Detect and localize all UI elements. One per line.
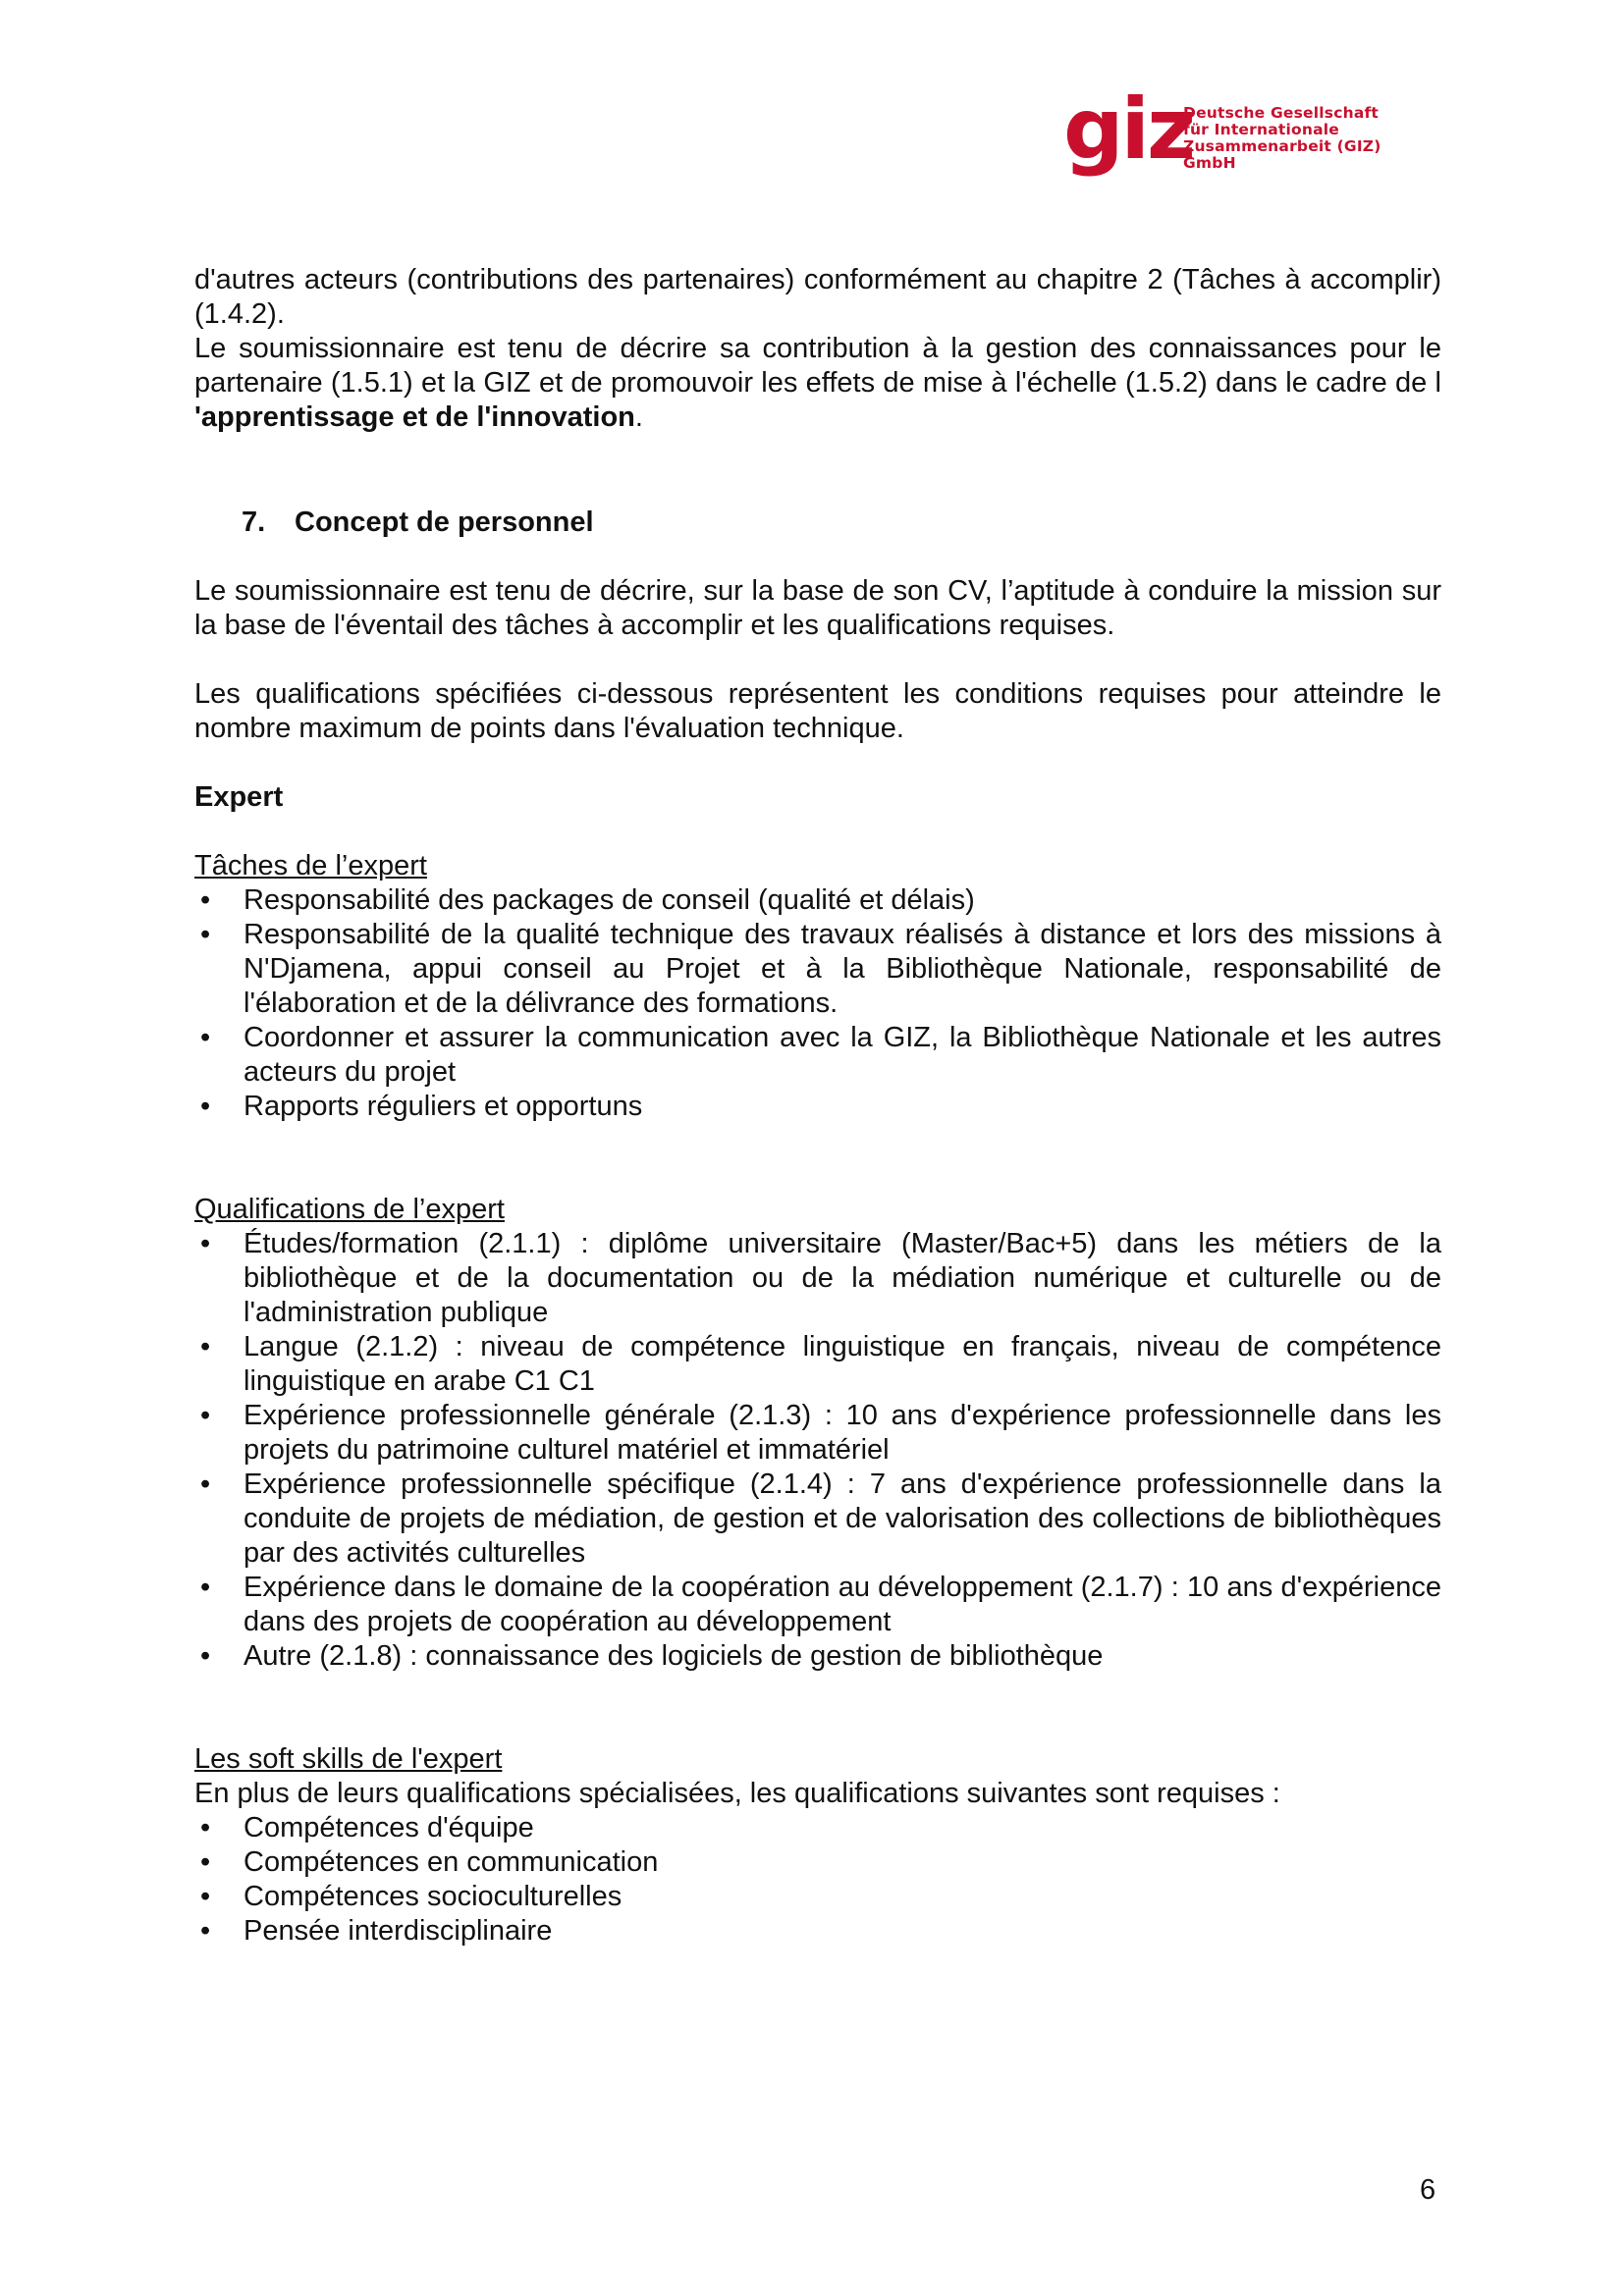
soft-skills-intro: En plus de leurs qualifications spécialisées, les qualifications suivantes sont requises : bbox=[194, 1778, 1280, 1809]
list-item: • Expérience professionnelle générale (2.1.3) : 10 ans d'expérience professionnelle dans les projets du patrimoine culturel matériel et immatériel bbox=[200, 1400, 1441, 1466]
bullet-icon: • bbox=[200, 1228, 211, 1259]
bullet-icon: • bbox=[200, 1331, 211, 1362]
qualifications-title: Qualifications de l’expert bbox=[194, 1194, 505, 1225]
list-item: • Pensée interdisciplinaire bbox=[200, 1915, 553, 1947]
list-item: • Expérience professionnelle spécifique (2.1.4) : 7 ans d'expérience professionnelle dans la conduite de projets de médiation, de gestion et de valorisation des collections de bibliothèques par des activités culturelles bbox=[200, 1468, 1441, 1569]
section-heading bbox=[194, 506, 1441, 540]
section-paragraph-2: Les qualifications spécifiées ci-dessous représentent les conditions requises pour atteindre le nombre maximum de points dans l'évaluation technique. bbox=[194, 678, 1441, 744]
intro-paragraph-1: d'autres acteurs (contributions des partenaires) conformément au chapitre 2 (Tâches à accomplir) (1.4.2). bbox=[194, 264, 1441, 330]
list-item: • Expérience dans le domaine de la coopération au développement (2.1.7) : 10 ans d'expérience dans des projets de coopération au développement bbox=[200, 1572, 1441, 1637]
bullet-icon: • bbox=[200, 1846, 211, 1878]
soft-skills-list bbox=[194, 1811, 1441, 1949]
giz-logo-text bbox=[1183, 105, 1397, 172]
list-item: • Compétences d'équipe bbox=[200, 1812, 534, 1843]
page-number: 6 bbox=[1420, 2174, 1436, 2206]
bullet-icon: • bbox=[200, 1812, 211, 1843]
soft-skills-title: Les soft skills de l'expert bbox=[194, 1743, 503, 1775]
expert-heading: Expert bbox=[194, 781, 284, 813]
document-body bbox=[194, 263, 1441, 1949]
tasks-list bbox=[194, 883, 1441, 1124]
giz-logo bbox=[1063, 80, 1397, 182]
bullet-icon: • bbox=[200, 1572, 211, 1603]
bullet-icon: • bbox=[200, 1468, 211, 1500]
bullet-icon: • bbox=[200, 919, 211, 950]
list-item: • Responsabilité de la qualité technique des travaux réalisés à distance et lors des missions à N'Djamena, appui conseil au Projet et à la Bibliothèque Nationale, responsabilité de l'élaboration et de la délivrance des formations. bbox=[200, 919, 1441, 1019]
section-title: Concept de personnel bbox=[295, 507, 594, 538]
bullet-icon: • bbox=[200, 1915, 211, 1947]
qualifications-list bbox=[194, 1227, 1441, 1674]
intro-paragraph-2-bold: 'apprentissage et de l'innovation bbox=[194, 401, 635, 433]
bullet-icon: • bbox=[200, 1400, 211, 1431]
intro-paragraph-2-end: . bbox=[634, 401, 643, 433]
logo-line-1: Deutsche Gesellschaft bbox=[1183, 104, 1380, 122]
intro-paragraph-2 bbox=[194, 332, 1441, 435]
list-item: • Rapports réguliers et opportuns bbox=[200, 1091, 643, 1122]
bullet-icon: • bbox=[200, 1022, 211, 1053]
bullet-icon: • bbox=[200, 1640, 211, 1672]
bullet-icon: • bbox=[200, 1881, 211, 1912]
list-item: • Coordonner et assurer la communication avec la GIZ, la Bibliothèque Nationale et les autres acteurs du projet bbox=[200, 1022, 1441, 1088]
logo-line-3: Zusammenarbeit (GIZ) GmbH bbox=[1183, 137, 1381, 172]
tasks-title: Tâches de l’expert bbox=[194, 850, 427, 881]
list-item: • Langue (2.1.2) : niveau de compétence linguistique en français, niveau de compétence linguistique en arabe C1 C1 bbox=[200, 1331, 1441, 1397]
list-item: • Responsabilité des packages de conseil (qualité et délais) bbox=[200, 884, 975, 916]
logo-line-2: für Internationale bbox=[1183, 121, 1339, 138]
list-item: • Études/formation (2.1.1) : diplôme universitaire (Master/Bac+5) dans les métiers de la bibliothèque et de la documentation ou de la médiation numérique et culturelle ou de l'administration publique bbox=[200, 1228, 1441, 1328]
intro-paragraph-2-text: Le soumissionnaire est tenu de décrire sa contribution à la gestion des connaissances pour le partenaire (1.5.1) et la GIZ et de promouvoir les effets de mise à l'échelle (1.5.2) dans le cadre de l bbox=[194, 333, 1441, 399]
bullet-icon: • bbox=[200, 884, 211, 916]
list-item: • Compétences en communication bbox=[200, 1846, 659, 1878]
list-item: • Autre (2.1.8) : connaissance des logiciels de gestion de bibliothèque bbox=[200, 1640, 1104, 1672]
giz-logo-mark: giz bbox=[1063, 80, 1194, 179]
bullet-icon: • bbox=[200, 1091, 211, 1122]
section-number: 7. bbox=[242, 507, 266, 538]
section-paragraph-1: Le soumissionnaire est tenu de décrire, sur la base de son CV, l’aptitude à conduire la mission sur la base de l'éventail des tâches à accomplir et les qualifications requises. bbox=[194, 575, 1441, 641]
list-item: • Compétences socioculturelles bbox=[200, 1881, 623, 1912]
